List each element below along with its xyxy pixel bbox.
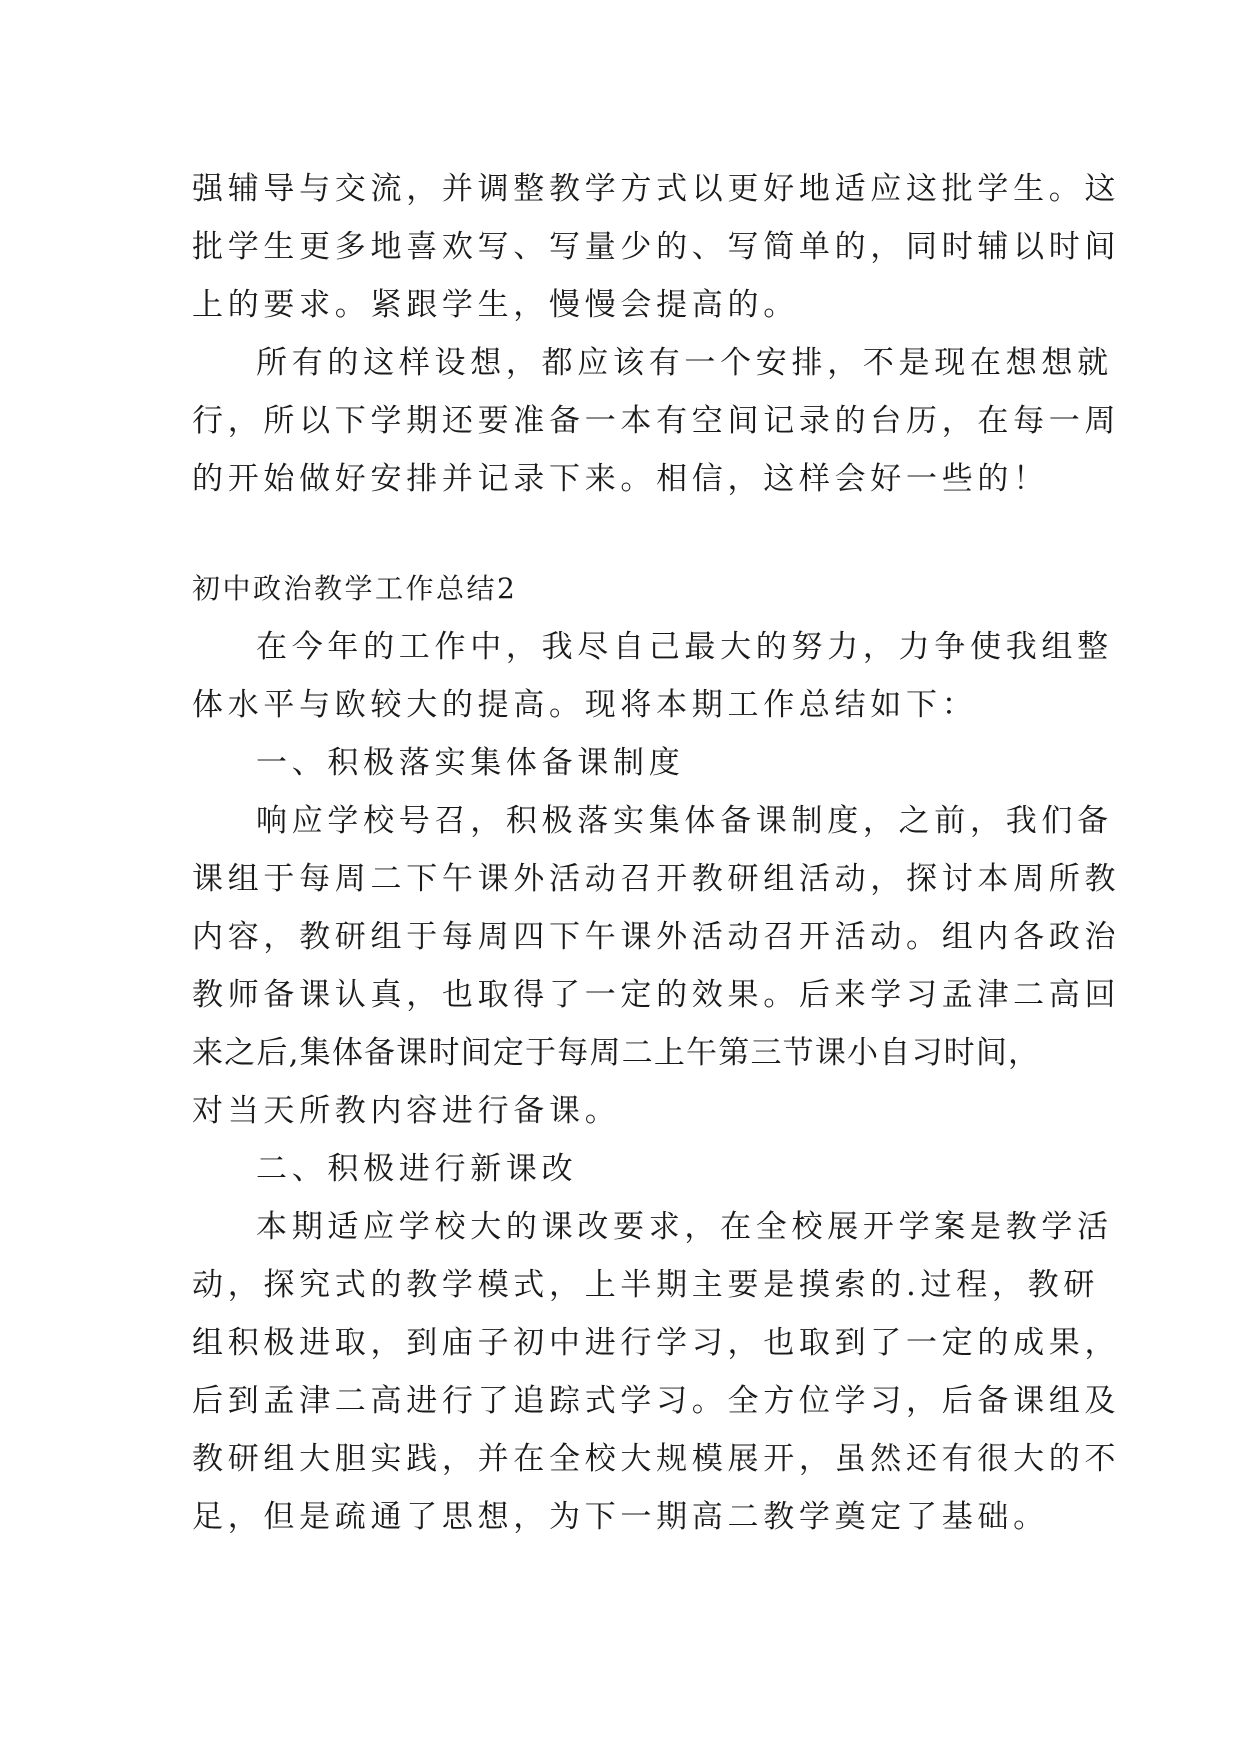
subheading-2: 二、积极进行新课改 (256, 1151, 578, 1187)
paragraph-1 (192, 160, 1121, 334)
text-line: 在今年的工作中，我尽自己最大的努力，力争使我组整 (256, 629, 1113, 665)
text-line: 课组于每周二下午课外活动召开教研组活动，探讨本周所教 (192, 861, 1121, 897)
subheading-1: 一、积极落实集体备课制度 (256, 745, 685, 781)
section-title: 初中政治教学工作总结2 (192, 572, 518, 605)
text-line: 教研组大胆实践，并在全校大规模展开，虽然还有很大的不 (192, 1441, 1121, 1477)
text-line: 响应学校号召，积极落实集体备课制度，之前，我们备 (256, 803, 1113, 839)
paragraph-5 (192, 1198, 1121, 1546)
text-line: 强辅导与交流，并调整教学方式以更好地适应这批学生。这 (192, 171, 1121, 207)
text-line: 来之后,集体备课时间定于每周二上午第三节课小自习时间， (192, 1035, 1041, 1071)
text-line: 的开始做好安排并记录下来。相信，这样会好一些的！ (192, 461, 1049, 497)
text-line: 上的要求。紧跟学生，慢慢会提高的。 (192, 287, 799, 323)
text-line: 行，所以下学期还要准备一本有空间记录的台历，在每一周 (192, 403, 1121, 439)
text-line: 批学生更多地喜欢写、写量少的、写简单的，同时辅以时间 (192, 229, 1121, 265)
text-line: 动，探究式的教学模式，上半期主要是摸索的.过程，教研 (192, 1267, 1100, 1303)
paragraph-4 (192, 792, 1121, 1140)
paragraph-3 (192, 618, 1113, 734)
text-line: 足，但是疏通了思想，为下一期高二教学奠定了基础。 (192, 1499, 1049, 1535)
text-line: 体水平与欧较大的提高。现将本期工作总结如下： (192, 687, 978, 723)
paragraph-2 (192, 334, 1121, 508)
text-line: 对当天所教内容进行备课。 (192, 1093, 621, 1129)
text-line: 教师备课认真，也取得了一定的效果。后来学习孟津二高回 (192, 977, 1121, 1013)
text-line: 本期适应学校大的课改要求，在全校展开学案是教学活 (256, 1209, 1113, 1245)
text-line: 所有的这样设想，都应该有一个安排，不是现在想想就 (256, 345, 1113, 381)
text-line: 组积极进取，到庙子初中进行学习，也取到了一定的成果， (192, 1325, 1121, 1361)
document-page (192, 160, 1121, 1546)
text-line: 内容，教研组于每周四下午课外活动召开活动。组内各政治 (192, 919, 1121, 955)
text-line: 后到孟津二高进行了追踪式学习。全方位学习，后备课组及 (192, 1383, 1121, 1419)
